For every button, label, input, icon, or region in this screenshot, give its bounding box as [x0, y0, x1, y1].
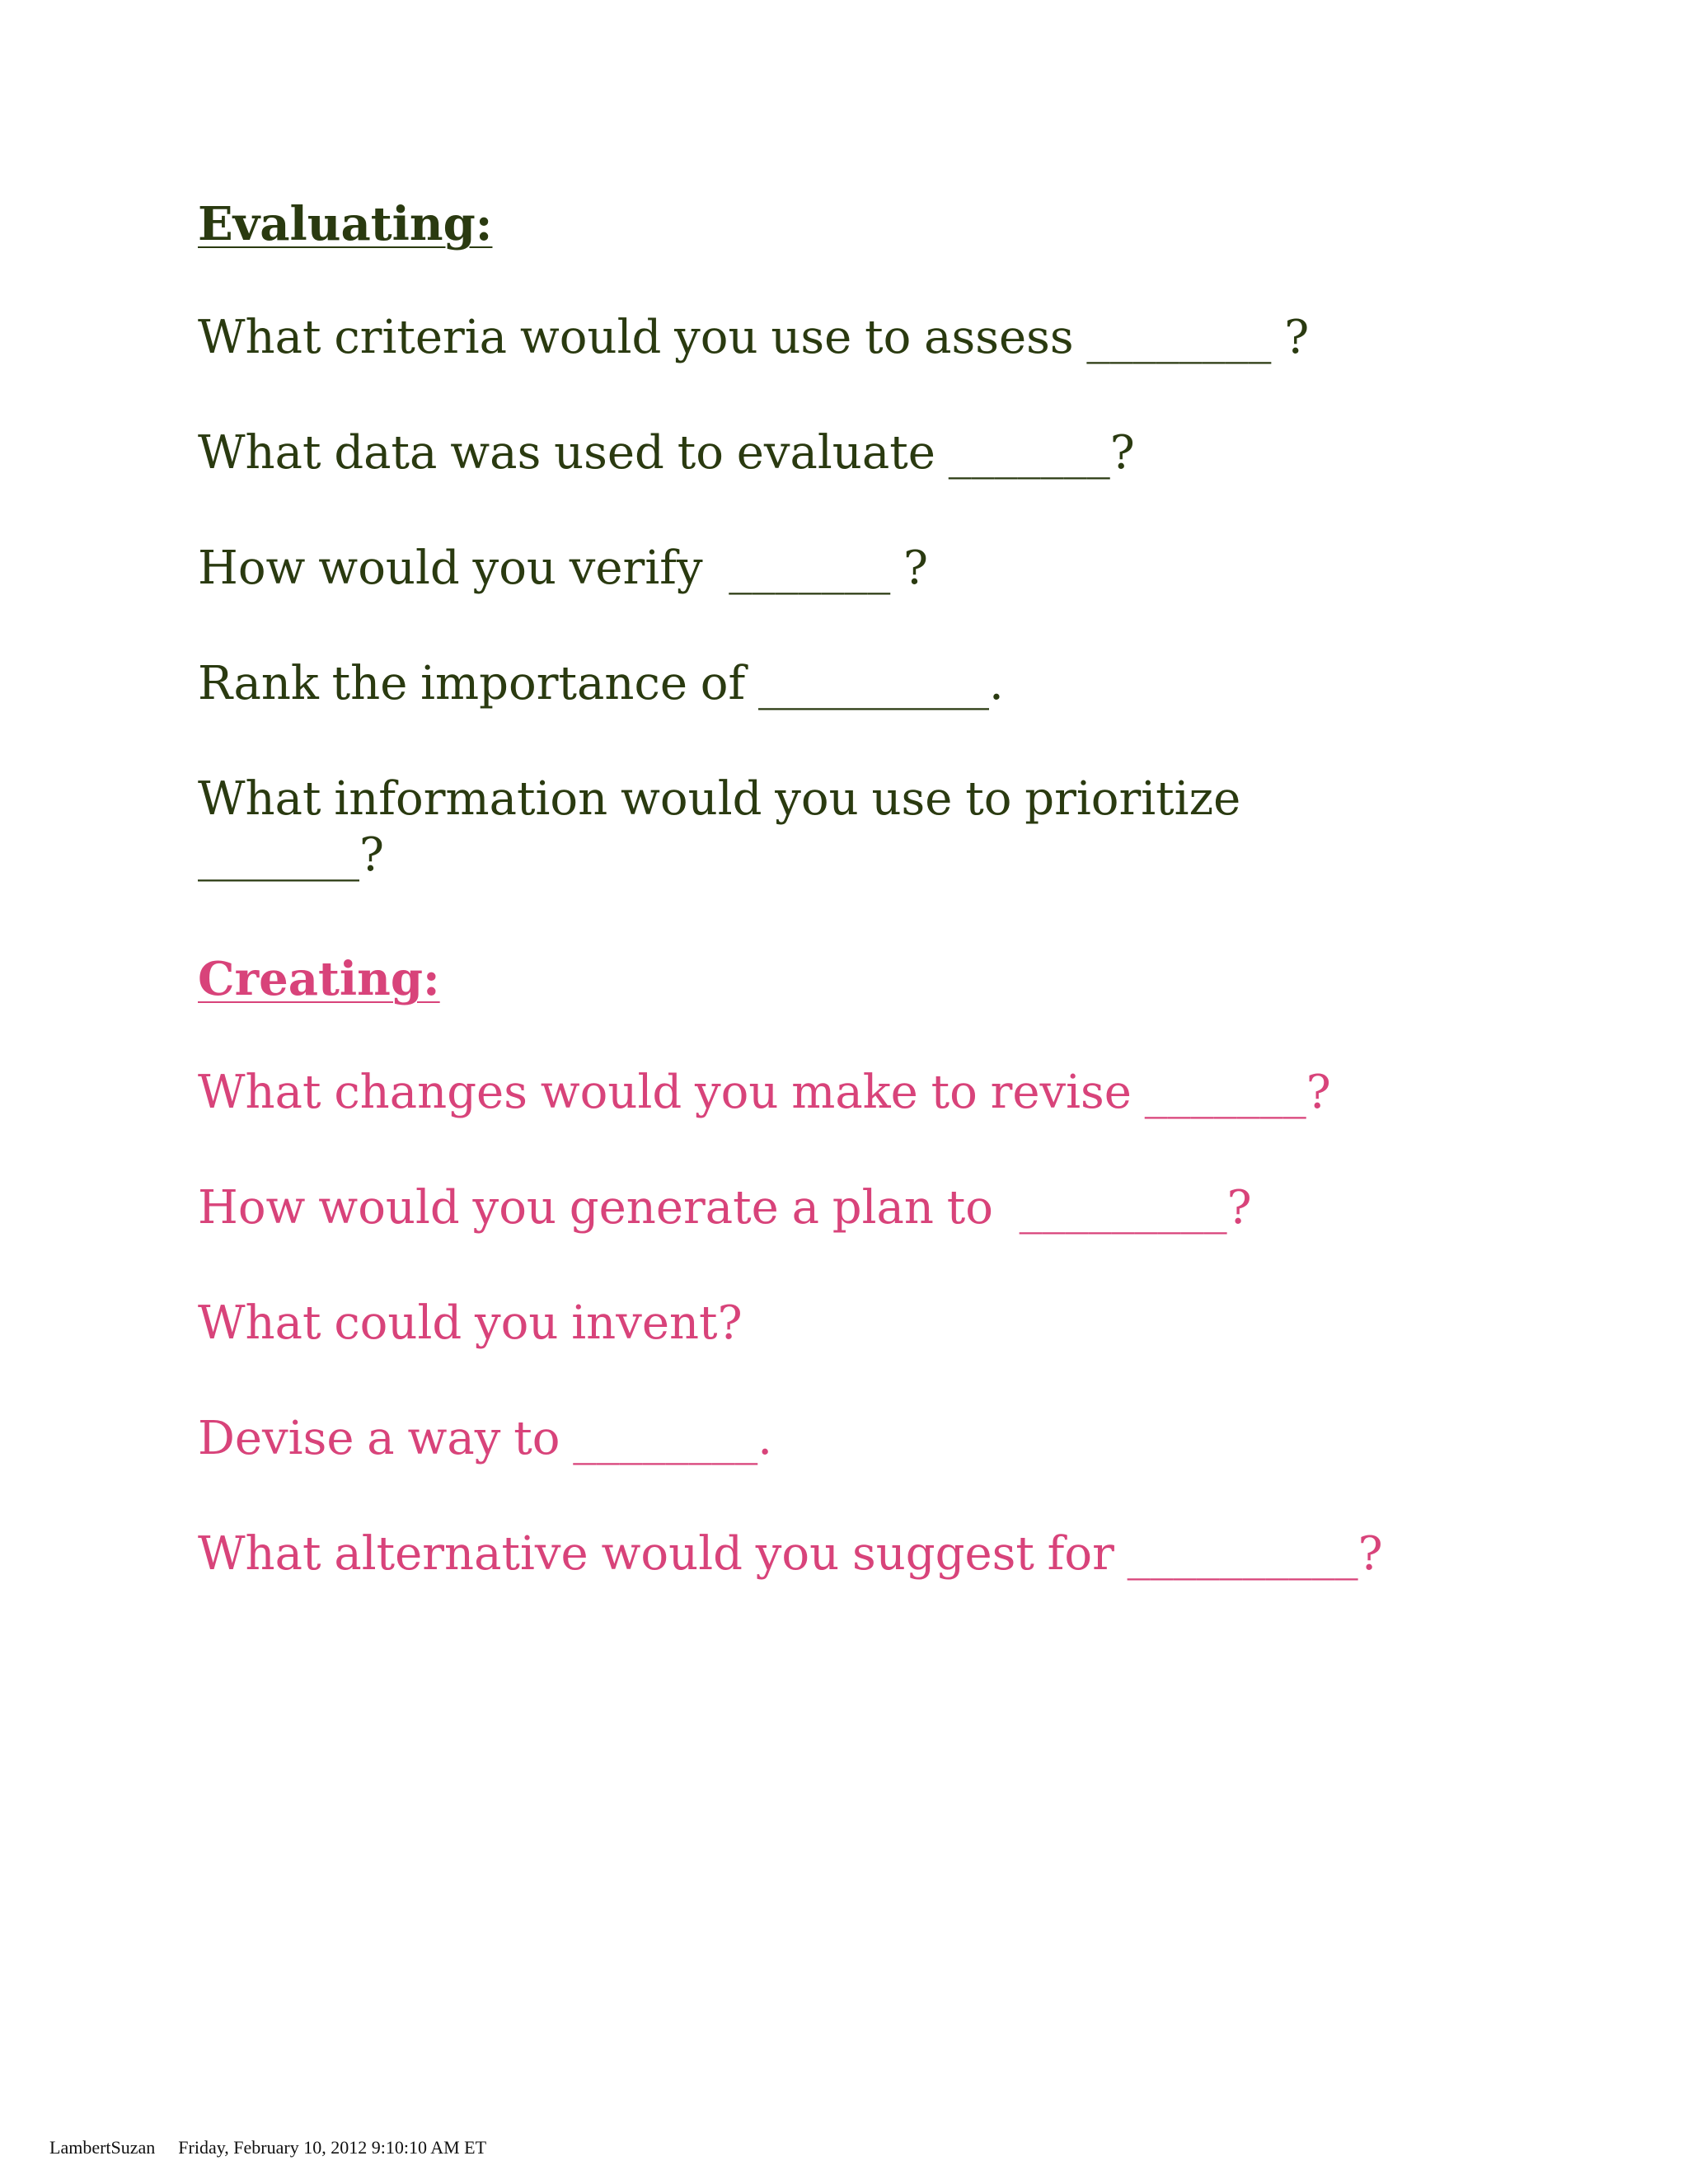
evaluating-question: Rank the importance of __________.	[198, 656, 1004, 710]
creating-question: What alternative would you suggest for __________?	[198, 1526, 1383, 1581]
evaluating-question-list	[198, 310, 1517, 883]
creating-question: What changes would you make to revise _______?	[198, 1065, 1331, 1119]
creating-section	[198, 954, 1517, 1642]
creating-question: How would you generate a plan to _________?	[198, 1180, 1252, 1235]
creating-question: What could you invent?	[198, 1296, 743, 1350]
evaluating-question: What criteria would you use to assess ________ ?	[198, 310, 1310, 364]
print-footer	[49, 2137, 486, 2158]
evaluating-question: What information would you use to prioritize _______?	[198, 771, 1254, 882]
evaluating-question: How would you verify _______ ?	[198, 541, 929, 595]
footer-author: LambertSuzan	[49, 2137, 156, 2158]
footer-timestamp: Friday, February 10, 2012 9:10:10 AM ET	[178, 2137, 487, 2158]
evaluating-heading: Evaluating:	[198, 197, 493, 251]
creating-question: Devise a way to ________.	[198, 1411, 773, 1465]
creating-question-list	[198, 1065, 1517, 1582]
creating-heading: Creating:	[198, 952, 440, 1006]
evaluating-question: What data was used to evaluate _______?	[198, 425, 1135, 480]
evaluating-section	[198, 199, 1517, 943]
